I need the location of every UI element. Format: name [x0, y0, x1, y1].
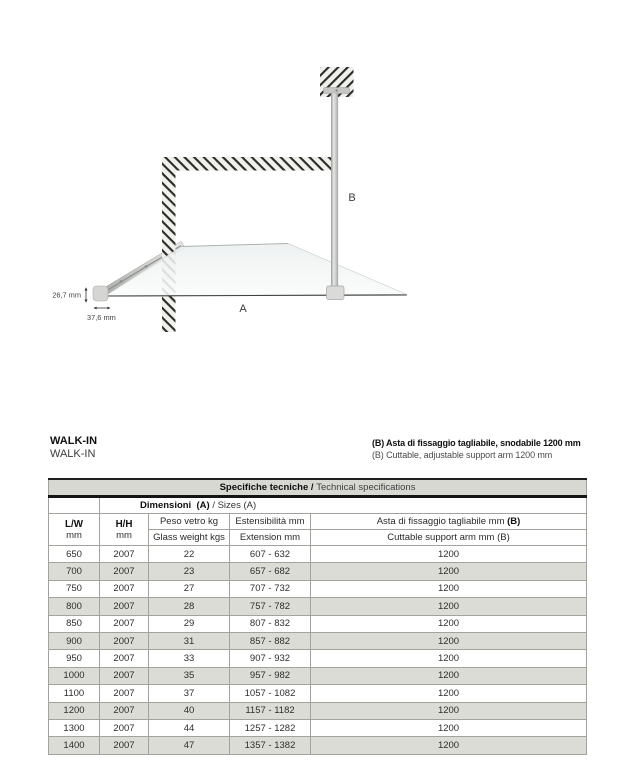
- table-cell: 1200: [311, 563, 587, 580]
- table-cell: 1200: [49, 702, 100, 719]
- table-cell: 29: [149, 615, 230, 632]
- product-title-en: WALK-IN: [50, 448, 96, 460]
- table-cell: 1200: [311, 650, 587, 667]
- table-cell: 2007: [100, 580, 149, 597]
- spec-title-it: Specifiche tecniche /: [219, 482, 317, 493]
- table-cell: 1057 - 1082: [230, 685, 311, 702]
- table-cell: 1200: [311, 632, 587, 649]
- wall-hatch-vertical: [162, 157, 176, 332]
- table-cell: 1200: [311, 546, 587, 563]
- table-row: [49, 702, 587, 719]
- glass-panel: [105, 244, 406, 297]
- table-row: [49, 719, 587, 736]
- dimensions-header-cell: [100, 497, 587, 514]
- table-cell: 1357 - 1382: [230, 737, 311, 754]
- table-cell: 22: [149, 546, 230, 563]
- dimensions-label-en: / Sizes (A): [212, 500, 257, 511]
- spec-table-title: [49, 479, 587, 497]
- table-row: [49, 737, 587, 754]
- spec-table: [48, 478, 587, 755]
- table-cell: 2007: [100, 632, 149, 649]
- table-row: [49, 615, 587, 632]
- table-cell: 1200: [311, 702, 587, 719]
- label-a: A: [239, 303, 247, 315]
- table-cell: 1300: [49, 719, 100, 736]
- table-cell: 1200: [311, 580, 587, 597]
- col-header-lw-unit: mm: [66, 529, 82, 541]
- col-header-lw-label: L/W: [65, 518, 83, 530]
- glass-clamp-bracket: [327, 286, 345, 300]
- wall-hatch-horizontal: [162, 157, 332, 171]
- table-cell: 907 - 932: [230, 650, 311, 667]
- col-header-glass-weight-en: Glass weight kgs: [149, 530, 230, 546]
- table-row: [49, 598, 587, 615]
- table-cell: 607 - 632: [230, 546, 311, 563]
- table-cell: 1000: [49, 667, 100, 684]
- table-cell: 2007: [100, 702, 149, 719]
- col-header-support-arm-it: [311, 514, 587, 530]
- table-cell: 657 - 682: [230, 563, 311, 580]
- col-header-support-arm-text: Asta di fissaggio tagliabile mm: [376, 516, 508, 527]
- col-header-hh-label: H/H: [115, 518, 133, 530]
- spec-table-body: [49, 546, 587, 755]
- profile-screw: [120, 280, 123, 283]
- table-cell: 37: [149, 685, 230, 702]
- table-cell: 47: [149, 737, 230, 754]
- height-dimension-arrow: [85, 287, 88, 303]
- table-cell: 1200: [311, 667, 587, 684]
- table-cell: 857 - 882: [230, 632, 311, 649]
- support-arm: [331, 93, 338, 288]
- table-cell: 35: [149, 667, 230, 684]
- dimensions-header-row: [49, 497, 587, 514]
- table-cell: 23: [149, 563, 230, 580]
- col-header-support-arm-en: Cuttable support arm mm (B): [311, 530, 587, 546]
- table-cell: 1200: [311, 737, 587, 754]
- table-cell: 2007: [100, 546, 149, 563]
- table-row: [49, 650, 587, 667]
- table-cell: 850: [49, 615, 100, 632]
- table-cell: 950: [49, 650, 100, 667]
- product-title-block: [50, 435, 97, 461]
- table-cell: 900: [49, 632, 100, 649]
- support-arm-note-it: (B) Asta di fissaggio tagliabile, snodabile 1200 mm: [372, 438, 581, 448]
- table-cell: 28: [149, 598, 230, 615]
- table-cell: 807 - 832: [230, 615, 311, 632]
- table-cell: 27: [149, 580, 230, 597]
- col-header-support-arm-b: (B): [507, 516, 521, 527]
- table-cell: 1200: [311, 719, 587, 736]
- table-cell: 2007: [100, 685, 149, 702]
- table-cell: 800: [49, 598, 100, 615]
- table-cell: 700: [49, 563, 100, 580]
- table-cell: 2007: [100, 667, 149, 684]
- dimension-label-width: 37,6 mm: [87, 313, 116, 322]
- spec-table-title-row: [49, 479, 587, 497]
- table-cell: 44: [149, 719, 230, 736]
- dimension-label-height: 26,7 mm: [52, 290, 81, 300]
- spec-title-en: Technical specifications: [316, 482, 416, 493]
- col-header-extension-it: Estensibilità mm: [230, 514, 311, 530]
- table-cell: 2007: [100, 563, 149, 580]
- table-cell: 31: [149, 632, 230, 649]
- table-cell: 1100: [49, 685, 100, 702]
- col-header-lw: [49, 514, 100, 546]
- dimensions-label-it: Dimensioni (A): [140, 500, 213, 511]
- column-header-row-1: [49, 514, 587, 530]
- support-arm-note-en: (B) Cuttable, adjustable support arm 1200 mm: [372, 449, 553, 460]
- table-cell: 2007: [100, 615, 149, 632]
- table-cell: 1257 - 1282: [230, 719, 311, 736]
- col-header-hh: [100, 514, 149, 546]
- table-cell: 2007: [100, 719, 149, 736]
- table-cell: 2007: [100, 737, 149, 754]
- col-header-extension-en: Extension mm: [230, 530, 311, 546]
- table-cell: 33: [149, 650, 230, 667]
- table-row: [49, 563, 587, 580]
- label-b: B: [348, 192, 356, 204]
- table-row: [49, 632, 587, 649]
- table-cell: 650: [49, 546, 100, 563]
- table-cell: 1200: [311, 685, 587, 702]
- table-cell: 2007: [100, 598, 149, 615]
- plate-screw: [336, 89, 338, 91]
- width-dimension-arrow: [93, 307, 110, 310]
- table-cell: 757 - 782: [230, 598, 311, 615]
- table-row: [49, 685, 587, 702]
- table-row: [49, 546, 587, 563]
- table-cell: 1157 - 1182: [230, 702, 311, 719]
- table-row: [49, 580, 587, 597]
- profile-end-cap: [93, 286, 108, 301]
- table-cell: 1200: [311, 615, 587, 632]
- table-cell: 1400: [49, 737, 100, 754]
- table-cell: 957 - 982: [230, 667, 311, 684]
- table-cell: 2007: [100, 650, 149, 667]
- table-row: [49, 667, 587, 684]
- col-header-glass-weight-it: Peso vetro kg: [149, 514, 230, 530]
- support-arm-note: [372, 438, 581, 461]
- profile-screw: [145, 265, 148, 268]
- table-cell: 40: [149, 702, 230, 719]
- product-title-it: WALK-IN: [50, 435, 98, 447]
- table-cell: 1200: [311, 598, 587, 615]
- col-header-hh-unit: mm: [116, 529, 132, 541]
- table-cell: 750: [49, 580, 100, 597]
- dimensions-empty-cell: [49, 497, 100, 514]
- table-cell: 707 - 732: [230, 580, 311, 597]
